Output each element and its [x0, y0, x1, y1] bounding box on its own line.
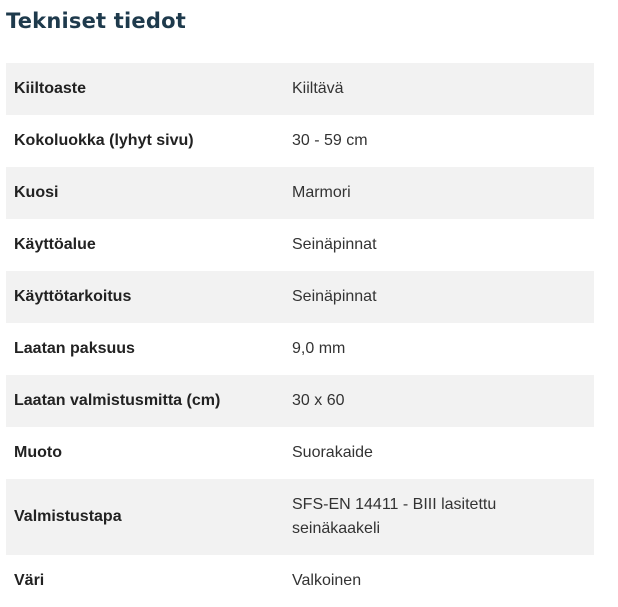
spec-row-laatan-valmistusmitta	[6, 375, 594, 427]
spec-row-laatan-paksuus	[6, 323, 594, 375]
spec-value: Marmori	[292, 184, 351, 201]
spec-label: Kiiltoaste	[14, 80, 87, 97]
spec-value: 30 x 60	[292, 392, 345, 409]
spec-row-muoto	[6, 427, 594, 479]
spec-label: Käyttöalue	[14, 236, 96, 253]
spec-value: Seinäpinnat	[292, 288, 377, 305]
spec-label: Muoto	[14, 444, 62, 461]
spec-row-vari	[6, 555, 594, 607]
spec-table	[6, 63, 594, 607]
spec-value: SFS-EN 14411 - BIII lasitettu seinäkaakeli	[292, 496, 497, 537]
spec-label: Väri	[14, 572, 45, 589]
spec-label: Käyttötarkoitus	[14, 288, 132, 305]
page-title: Tekniset tiedot	[6, 9, 186, 33]
spec-row-kuosi	[6, 167, 594, 219]
spec-label: Laatan valmistusmitta (cm)	[14, 392, 221, 409]
spec-row-kokoluokka	[6, 115, 594, 167]
spec-row-kiiltoaste	[6, 63, 594, 115]
spec-label: Laatan paksuus	[14, 340, 135, 357]
spec-value: 30 - 59 cm	[292, 132, 368, 149]
spec-label: Kuosi	[14, 184, 59, 201]
spec-value: 9,0 mm	[292, 340, 346, 357]
spec-row-kayttoalue	[6, 219, 594, 271]
spec-value: Valkoinen	[292, 572, 362, 589]
spec-row-valmistustapa	[6, 479, 594, 555]
spec-label: Kokoluokka (lyhyt sivu)	[14, 132, 194, 149]
spec-value: Suorakaide	[292, 444, 373, 461]
spec-label: Valmistustapa	[14, 508, 122, 525]
spec-value: Seinäpinnat	[292, 236, 377, 253]
spec-row-kayttotarkoitus	[6, 271, 594, 323]
spec-value: Kiiltävä	[292, 80, 344, 97]
